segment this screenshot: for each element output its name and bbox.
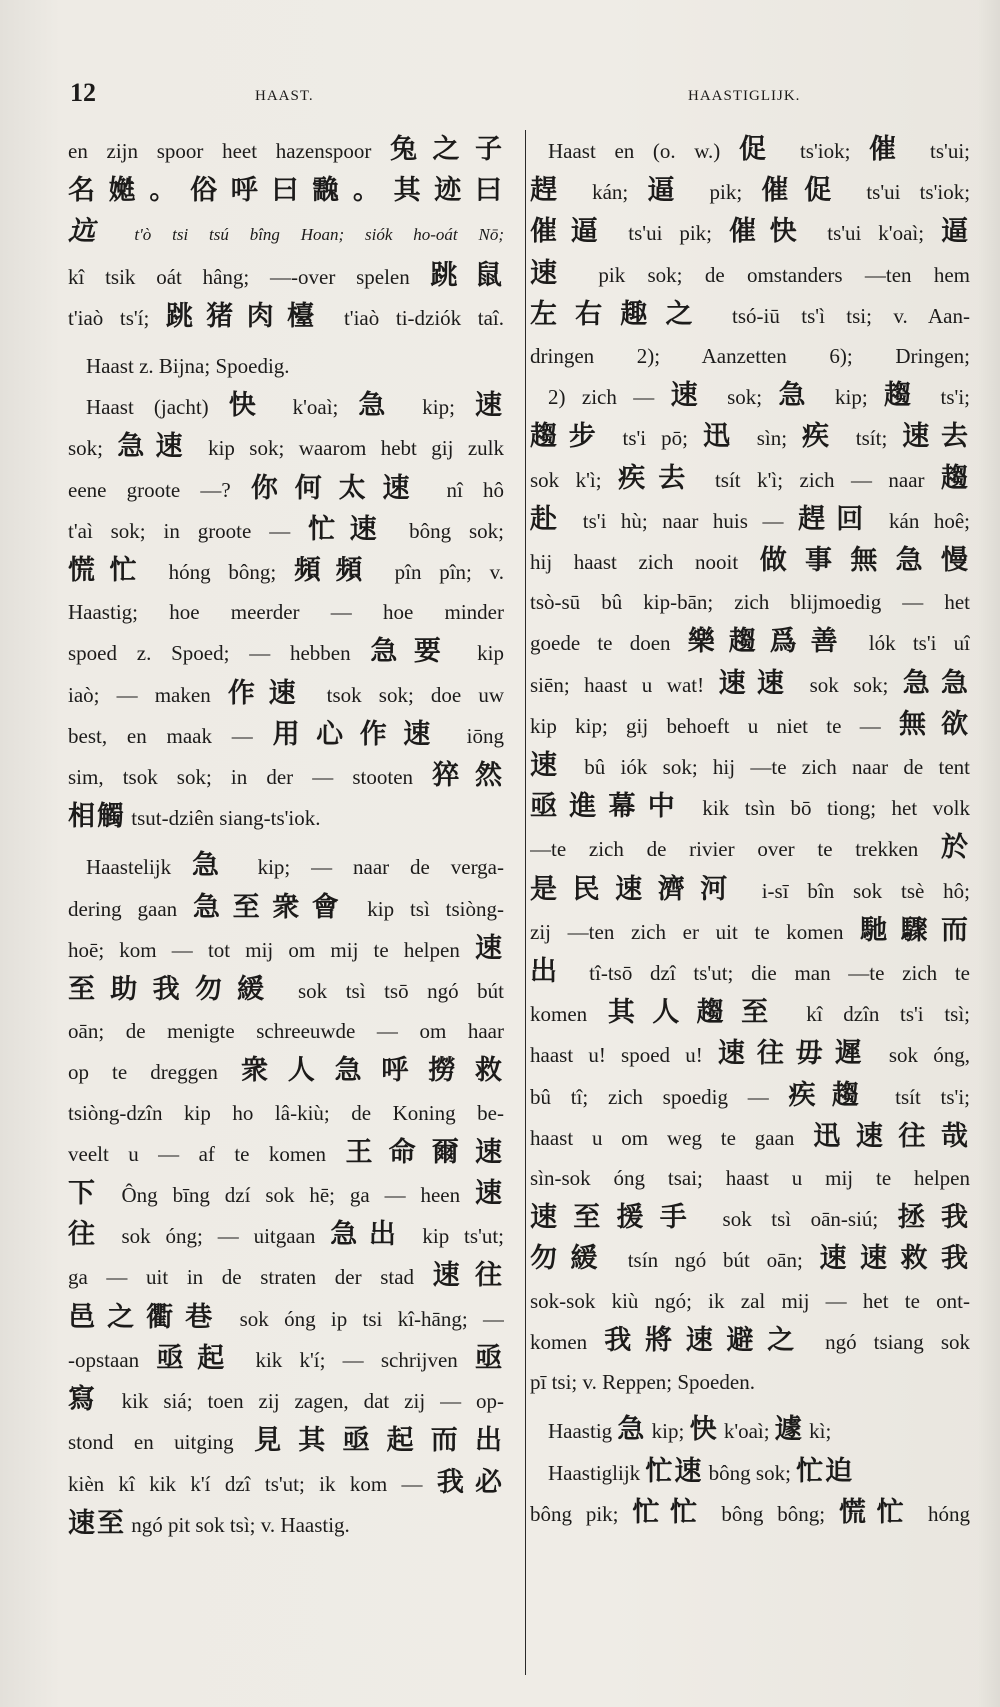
hanzi: 速 (475, 390, 504, 422)
hanzi: 速 (670, 380, 711, 412)
text-line (68, 171, 504, 212)
hanzi: 亟 (475, 1342, 504, 1374)
text-line: 邑之衢巷 sok óng ip tsi kî-hāng; — (68, 1301, 504, 1333)
hanzi: 促 (738, 134, 782, 165)
text-line: 催逼 ts'ui pik; 催快 ts'ui k'oaì; 逼 (530, 216, 970, 248)
text-line: 出 tî-tsō dzî ts'ut; die man —te zich te (530, 956, 970, 988)
hanzi: 馳驟而 (860, 914, 970, 946)
hanzi: 慌忙 (68, 555, 151, 587)
hanzi: 趕 (530, 175, 573, 207)
text-line: 左右趣之 tsó-iū ts'ì tsi; v. Aan- (530, 298, 970, 330)
text-line: 速 bû iók sok; hij —te zich naar de tent (530, 750, 970, 782)
entry-headword-haasten: Haast en (o. w.) 促 ts'iok; 催 ts'ui; (548, 134, 970, 165)
text-line: komen 其人趨至 kî dzîn ts'i tsì; (530, 997, 970, 1029)
text-line: tsiòng-dzîn kip ho lâ-kiù; de Koning be- (68, 1100, 504, 1125)
text-line: 速至援手 sok tsì oān-siú; 拯我 (530, 1202, 970, 1234)
hanzi: 急 (192, 850, 237, 882)
text-line: 亟進幕中 kik tsìn bō tiong; het volk (530, 791, 970, 823)
hanzi: 忙速 (308, 513, 392, 545)
hanzi: 頻頻 (293, 555, 377, 587)
hanzi: 疾 (802, 421, 841, 453)
hanzi: 於 (941, 832, 970, 864)
text-line: pī tsi; v. Reppen; Spoeden. (530, 1370, 755, 1395)
text-line: sok-sok kiù ngó; ik zal mij — het te ont- (530, 1288, 970, 1313)
hanzi: 勿緩 (530, 1243, 611, 1275)
hanzi: 寫 (68, 1384, 107, 1416)
hanzi: 疾趨 (788, 1079, 876, 1111)
text-line: spoed z. Spoed; — hebben 急要 kip (68, 636, 504, 668)
text-line: sok; 急速 kip sok; waarom hebt gij zulk (68, 431, 504, 463)
text-line: 相觸 tsut-dziên siang-ts'iok. (68, 801, 321, 833)
hanzi: 速 (475, 932, 504, 964)
text-line: veelt u — af te komen 王命爾速 (68, 1136, 504, 1168)
hanzi: 催 (869, 134, 912, 165)
text-line: bông pik; 忙忙 bông bông; 慌忙 hóng (530, 1496, 970, 1528)
hanzi: 我必 (436, 1466, 504, 1498)
text-line: bû tî; zich spoedig — 疾趨 tsít ts'i; (530, 1079, 970, 1111)
hanzi: 迅速往哉 (813, 1120, 970, 1152)
hanzi: 趨 (941, 462, 970, 494)
right-column (530, 130, 970, 1534)
text-line: hij haast zich nooit 做事無急慢 (530, 545, 970, 577)
text-line: best, en maak — 用心作速 iōng (68, 718, 504, 750)
text-line: sìn-sok óng tsai; haast u mij te helpen (530, 1166, 970, 1191)
text-line: 往 sok óng; — uitgaan 急出 kip ts'ut; (68, 1219, 504, 1251)
hanzi: 亟起 (156, 1342, 239, 1374)
hanzi: 速去 (902, 421, 970, 453)
left-column (68, 130, 504, 1545)
hanzi: 趨 (884, 380, 925, 412)
text-line: dering gaan 急至衆會 kip tsì tsiòng- (68, 891, 504, 923)
text-line: eene groote —? 你何太速 nî hô (68, 472, 504, 504)
hanzi: 跳猪肉檯 (165, 300, 328, 332)
text-line: komen 我將速避之 ngó tsiang sok (530, 1324, 970, 1356)
right-running-head: HAASTIGLIJK. (688, 88, 801, 104)
entry-headword-haast-jacht: Haast (jacht) 快 k'oaì; 急 kip; 速 (86, 390, 504, 422)
hanzi: 遽 (774, 1414, 804, 1446)
hanzi: 是民速濟河 (530, 873, 743, 905)
hanzi: 急至衆會 (193, 891, 352, 923)
text-line: Haastig; hoe meerder — hoe minder (68, 600, 504, 625)
hanzi: 速至援手 (530, 1202, 704, 1234)
text-line: 速至 ngó pit sok tsì; v. Haastig. (68, 1507, 350, 1539)
page-header (70, 78, 960, 118)
hanzi: 速往 (432, 1260, 504, 1292)
hanzi: 速 (530, 257, 577, 289)
hanzi: 迒 (68, 216, 114, 248)
text-line: haast u om weg te gaan 迅速往哉 (530, 1120, 970, 1152)
hanzi: 急要 (370, 636, 458, 668)
entry-headword-haastelijk: Haastelijk 急 kip; — naar de verga- (86, 850, 504, 882)
hanzi: 衆人急呼撈救 (240, 1055, 504, 1087)
hanzi: 急 (358, 390, 403, 422)
hanzi: 速 (475, 1178, 504, 1210)
hanzi: 作速 (227, 677, 310, 709)
text-line: t'aì sok; in groote — 忙速 bông sok; (68, 513, 504, 545)
hanzi: 邑之衢巷 (68, 1301, 225, 1333)
hanzi: 急 (617, 1414, 647, 1446)
text-line: op te dreggen 衆人急呼撈救 (68, 1055, 504, 1087)
hanzi: 拯我 (897, 1202, 970, 1234)
entry-headword-haast: Haast z. Bijna; Spoedig. (86, 354, 290, 379)
text-line: -opstaan 亟起 kik k'í; — schrijven 亟 (68, 1342, 504, 1374)
hanzi: 忙迫 (796, 1455, 855, 1487)
hanzi: 至助我勿緩 (68, 974, 280, 1006)
hanzi: 你何太速 (250, 472, 427, 504)
text-line: haast u! spoed u! 速往毋遲 sok óng, (530, 1038, 970, 1070)
text-line: 2) zich — 速 sok; 急 kip; 趨 ts'i; (548, 380, 970, 412)
hanzi: 慌忙 (838, 1496, 915, 1528)
hanzi: 無欲 (898, 708, 970, 740)
hanzi: 名嬔。俗呼曰䨲。其迹曰 (68, 175, 504, 207)
hanzi: 赴 (530, 503, 569, 535)
hanzi: 做事無急慢 (759, 545, 970, 577)
text-line: —te zich de rivier over te trekken 於 (530, 832, 970, 864)
text-line: kip kip; gij behoeft u niet te — 無欲 (530, 708, 970, 740)
hanzi: 下 (68, 1178, 107, 1210)
hanzi: 催快 (728, 216, 811, 248)
hanzi: 我將速避之 (604, 1324, 809, 1356)
text-line: 寫 kik siá; toen zij zagen, dat zij — op- (68, 1384, 504, 1416)
hanzi: 逼 (647, 175, 691, 207)
hanzi: 兔之子 (390, 134, 504, 165)
hanzi: 急出 (330, 1219, 408, 1251)
hanzi: 其人趨至 (607, 997, 786, 1029)
hanzi: 亟進幕中 (530, 791, 687, 823)
hanzi: 出 (530, 956, 572, 988)
hanzi: 跳鼠 (430, 259, 504, 291)
text-line: 是民速濟河 i-sī bîn sok tsè hô; (530, 873, 970, 905)
text-line: zij —ten zich er uit te komen 馳驟而 (530, 914, 970, 946)
text-line: 趨步 ts'i pō; 迅 sìn; 疾 tsít; 速去 (530, 421, 970, 453)
hanzi: 催逼 (530, 216, 612, 248)
text-line: 趕 kán; 逼 pik; 催促 ts'ui ts'iok; (530, 175, 970, 207)
text-line: 迒 t'ò tsi tsú bîng Hoan; siók ho-oát Nō; (68, 216, 504, 248)
hanzi: 急 (778, 380, 819, 412)
text-line: stond en uitging 見其亟起而出 (68, 1425, 504, 1457)
text-line: sok k'ì; 疾去 tsít k'ì; zich — naar 趨 (530, 462, 970, 494)
hanzi: 相觸 (68, 801, 126, 833)
hanzi: 疾去 (618, 462, 699, 494)
hanzi: 逼 (941, 216, 970, 248)
hanzi: 趕回 (797, 503, 875, 535)
text-line: 慌忙 hóng bông; 頻頻 pîn pîn; v. (68, 555, 504, 587)
hanzi: 忙速 (645, 1455, 704, 1487)
text-line: 至助我勿緩 sok tsì tsō ngó bút (68, 974, 504, 1006)
entry-headword-haastig: Haastig 急 kip; 快 k'oaì; 遽 kì; (548, 1414, 832, 1446)
text-line: ga — uit in de straten der stad 速往 (68, 1260, 504, 1292)
text-line: siēn; haast u wat! 速速 sok sok; 急急 (530, 667, 970, 699)
hanzi: 趨步 (530, 421, 608, 453)
hanzi: 用心作速 (272, 718, 447, 750)
hanzi: 往 (68, 1219, 107, 1251)
hanzi: 迅 (702, 421, 742, 453)
page-edge-shadow (978, 0, 1000, 1707)
text-line: 下 Ông bīng dzí sok hē; ga — heen 速 (68, 1178, 504, 1210)
page-number: 12 (70, 78, 96, 107)
text-line: hoē; kom — tot mij om mij te helpen 速 (68, 932, 504, 964)
text-line: oān; de menigte schreeuwde — om haar (68, 1019, 504, 1044)
text-line: 赴 ts'i hù; naar huis — 趕回 kán hoê; (530, 503, 970, 535)
hanzi: 速至 (68, 1507, 126, 1539)
text-line: 勿緩 tsín ngó bút oān; 速速救我 (530, 1243, 970, 1275)
text-line: sim, tsok sok; in der — stooten 猝然 (68, 760, 504, 792)
hanzi: 猝然 (432, 760, 504, 792)
hanzi: 速速救我 (819, 1243, 970, 1275)
entry-headword-haastiglijk: Haastiglijk 忙速 bông sok; 忙迫 (548, 1455, 855, 1487)
text-line: t'iaò ts'í; 跳猪肉檯 t'iaò ti-dziók taî. (68, 300, 504, 332)
left-running-head: HAAST. (255, 88, 314, 104)
hanzi: 速 (530, 750, 570, 782)
hanzi: 見其亟起而出 (254, 1425, 504, 1457)
column-divider (525, 130, 526, 1675)
text-line: kièn kî kik k'í dzî ts'ut; ik kom — 我必 (68, 1466, 504, 1498)
hanzi: 樂趨爲善 (687, 626, 852, 658)
hanzi: 快 (228, 390, 273, 422)
text-line: dringen 2); Aanzetten 6); Dringen; (530, 344, 970, 369)
hanzi: 左右趣之 (530, 298, 711, 330)
hanzi: 急速 (117, 431, 194, 463)
text-line: 速 pik sok; de omstanders —ten hem (530, 257, 970, 289)
text-line: tsò-sū bû kip-bān; zich blijmoedig — het (530, 590, 970, 615)
hanzi: 急急 (902, 667, 970, 699)
hanzi: 速往毋遲 (717, 1038, 874, 1070)
hanzi: 催促 (761, 175, 848, 207)
text-line: iaò; — maken 作速 tsok sok; doe uw (68, 677, 504, 709)
hanzi: 王命爾速 (345, 1136, 504, 1168)
text-line: en zijn spoor heet hazenspoor 兔之子 (68, 134, 504, 165)
text-line: goede te doen 樂趨爲善 lók ts'i uî (530, 626, 970, 658)
text-line: kî tsik oát hâng; —-over spelen 跳鼠 (68, 259, 504, 291)
hanzi: 速速 (718, 667, 796, 699)
hanzi: 快 (689, 1414, 719, 1446)
hanzi: 忙忙 (632, 1496, 708, 1528)
